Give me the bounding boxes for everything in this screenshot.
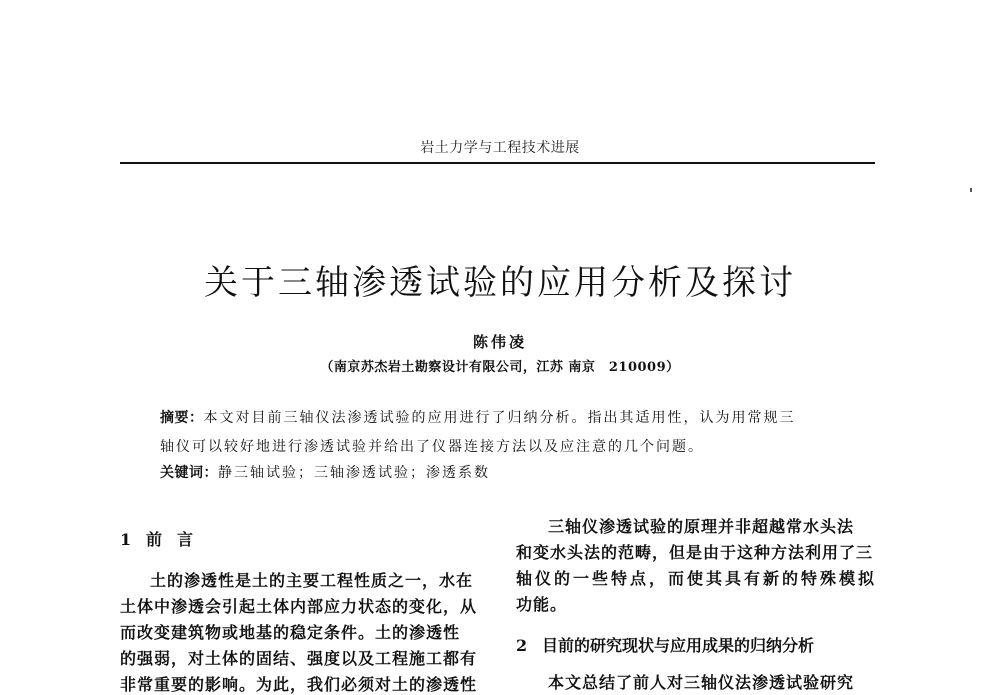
author-affiliation: （南京苏杰岩土勘察设计有限公司，江苏 南京 210009） (320, 360, 680, 375)
abstract-line: 本文对目前三轴仪法渗透试验的应用进行了归纳分析。指出其适用性，认为用常规三 (203, 410, 796, 426)
scan-speck (970, 188, 972, 192)
section-2-heading (516, 633, 814, 656)
section-number: 2 (516, 636, 528, 655)
paragraph-line: 土体中渗透会引起土体内部应力状态的变化，从 (120, 597, 478, 616)
paragraph-line: 而改变建筑物或地基的稳定条件。土的渗透性 (120, 623, 461, 642)
section-1-heading (120, 527, 208, 550)
running-head: 岩土力学与工程技术进展 (420, 140, 580, 156)
paragraph-line: 土的渗透性是土的主要工程性质之一，水在 (150, 571, 474, 590)
paragraph-line: 三轴仪渗透试验的原理并非超越常水头法 (548, 517, 855, 536)
section-number: 1 (120, 530, 132, 549)
keywords (160, 462, 490, 482)
keywords-label: 关键词： (160, 465, 218, 481)
keywords-text: 静三轴试验；三轴渗透试验；渗透系数 (218, 465, 490, 481)
paragraph-line: 和变水头法的范畴，但是由于这种方法利用了三 (516, 543, 874, 562)
paper-title: 关于三轴渗透试验的应用分析及探讨 (204, 263, 796, 303)
author-name: 陈伟凌 (472, 333, 527, 351)
section-title: 目前的研究现状与应用成果的归纳分析 (542, 636, 815, 655)
paragraph-line: 非常重要的影响。为此，我们必须对土的渗透性 (120, 675, 478, 694)
paragraph-line: 功能。 (516, 595, 568, 614)
section-title: 前言 (146, 530, 209, 549)
abstract-line: 轴仪可以较好地进行渗透试验并给出了仪器连接方法以及应注意的几个问题。 (160, 439, 704, 455)
abstract-label: 摘要： (160, 410, 204, 426)
abstract (160, 407, 796, 427)
header-rule (120, 162, 875, 164)
paragraph-line: 的强弱，对土体的固结、强度以及工程施工都有 (120, 649, 478, 668)
paragraph-line: 本文总结了前人对三轴仪法渗透试验研究 (548, 673, 855, 692)
paragraph-line: 轴仪的一些特点，而使其具有新的特殊模拟 (516, 569, 878, 588)
